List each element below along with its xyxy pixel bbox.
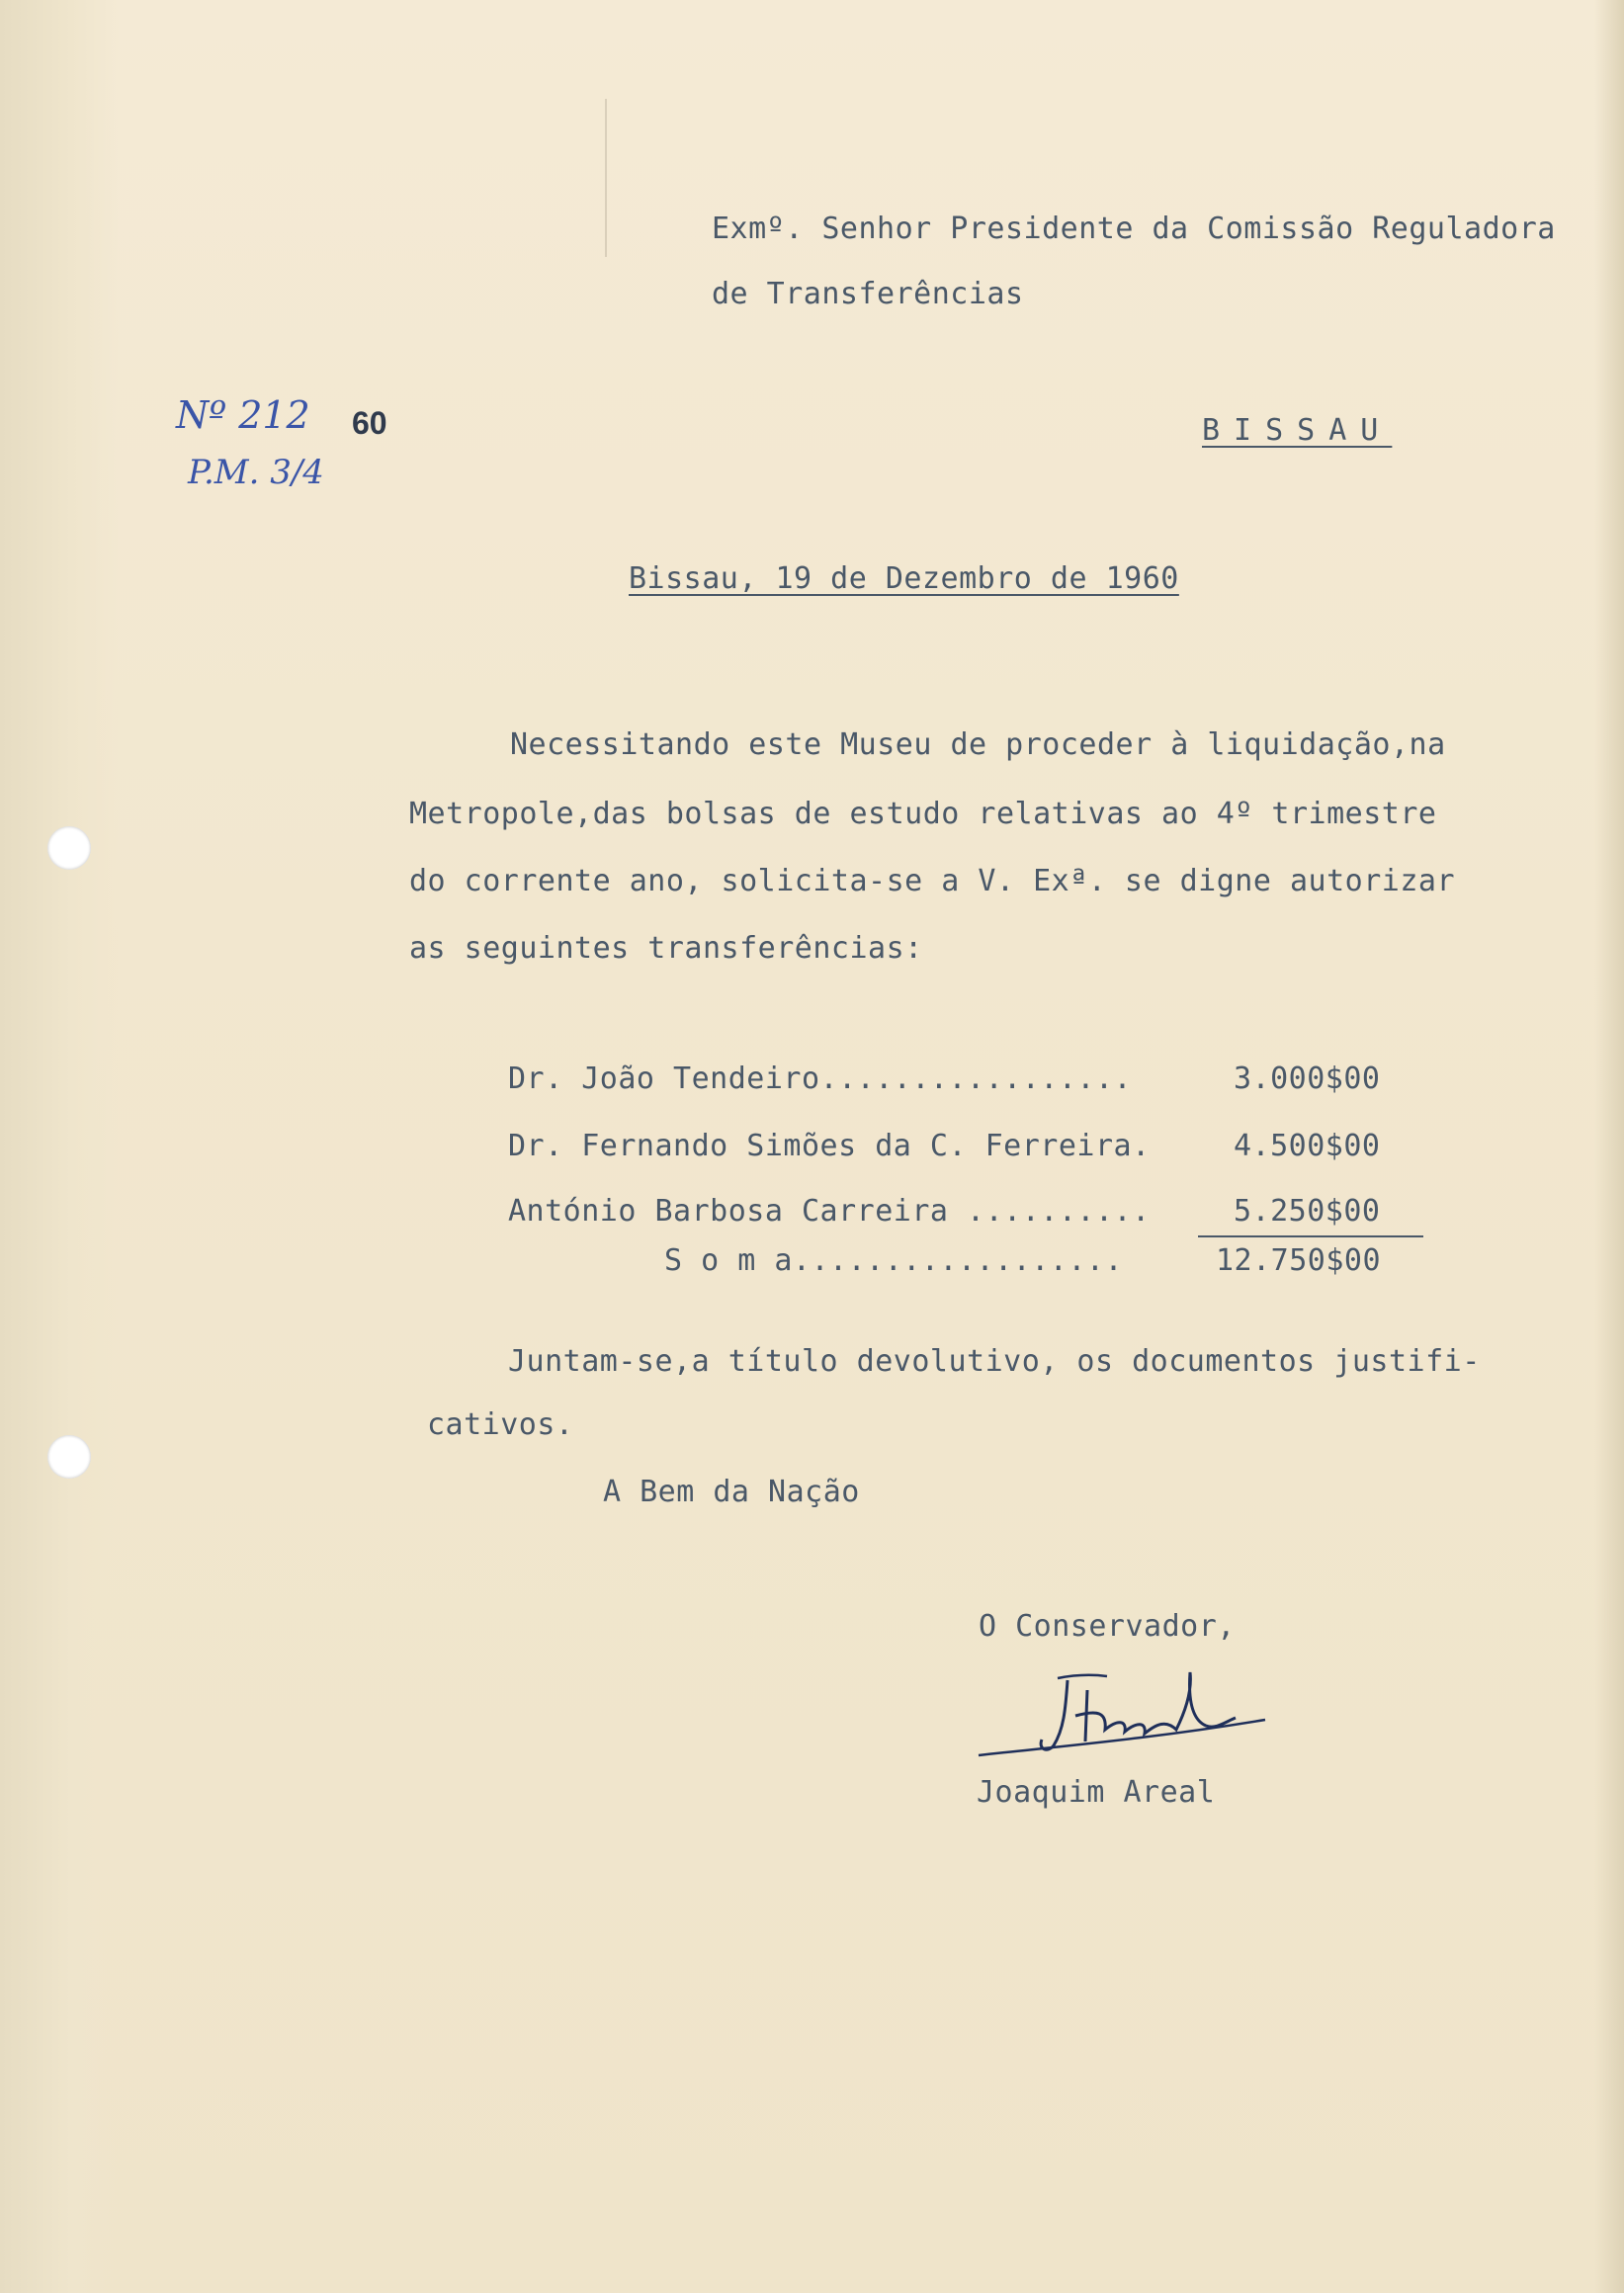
total-label: S o m a.................. bbox=[664, 1243, 1124, 1278]
transfer-name: António Barbosa Carreira .......... bbox=[508, 1194, 1151, 1229]
punch-hole-bottom bbox=[47, 1435, 91, 1479]
fold-mark bbox=[605, 99, 607, 257]
sum-rule bbox=[1198, 1235, 1423, 1237]
paper-shadow-right bbox=[1594, 0, 1624, 2293]
signatory-title: O Conservador, bbox=[979, 1609, 1236, 1644]
addressee-line-2: de Transferências bbox=[712, 277, 1024, 311]
total-amount: 12.750$00 bbox=[1216, 1243, 1382, 1278]
body-line-1: Necessitando este Museu de proceder à liquidação,na bbox=[510, 727, 1446, 762]
handwritten-signature bbox=[969, 1660, 1295, 1769]
body-line-3: do corrente ano, solicita-se a V. Exª. se digne autorizar bbox=[409, 864, 1456, 898]
handwritten-number: Nº 212 bbox=[176, 393, 310, 437]
paper-shadow-left bbox=[0, 0, 119, 2293]
closing-line-2: cativos. bbox=[427, 1407, 574, 1442]
stamped-year: 60 bbox=[352, 405, 387, 441]
body-line-4: as seguintes transferências: bbox=[409, 931, 923, 966]
transfer-amount: 4.500$00 bbox=[1234, 1129, 1381, 1163]
addressee-line-1: Exmº. Senhor Presidente da Comissão Reguladora bbox=[712, 212, 1556, 246]
handwritten-reference: P.M. 3/4 bbox=[188, 453, 324, 492]
salutation: A Bem da Nação bbox=[603, 1475, 860, 1509]
transfer-amount: 3.000$00 bbox=[1234, 1062, 1381, 1096]
body-line-2: Metropole,das bolsas de estudo relativas ao 4º trimestre bbox=[409, 797, 1437, 831]
transfer-name: Dr. Fernando Simões da C. Ferreira. bbox=[508, 1129, 1151, 1163]
transfer-amount: 5.250$00 bbox=[1234, 1194, 1381, 1229]
transfer-name: Dr. João Tendeiro................. bbox=[508, 1062, 1133, 1096]
city-heading: BISSAU bbox=[1202, 413, 1393, 448]
signatory-name: Joaquim Areal bbox=[977, 1775, 1216, 1810]
closing-line-1: Juntam-se,a título devolutivo, os documentos justifi- bbox=[508, 1344, 1481, 1379]
date-line: Bissau, 19 de Dezembro de 1960 bbox=[629, 561, 1179, 596]
punch-hole-top bbox=[47, 826, 91, 870]
